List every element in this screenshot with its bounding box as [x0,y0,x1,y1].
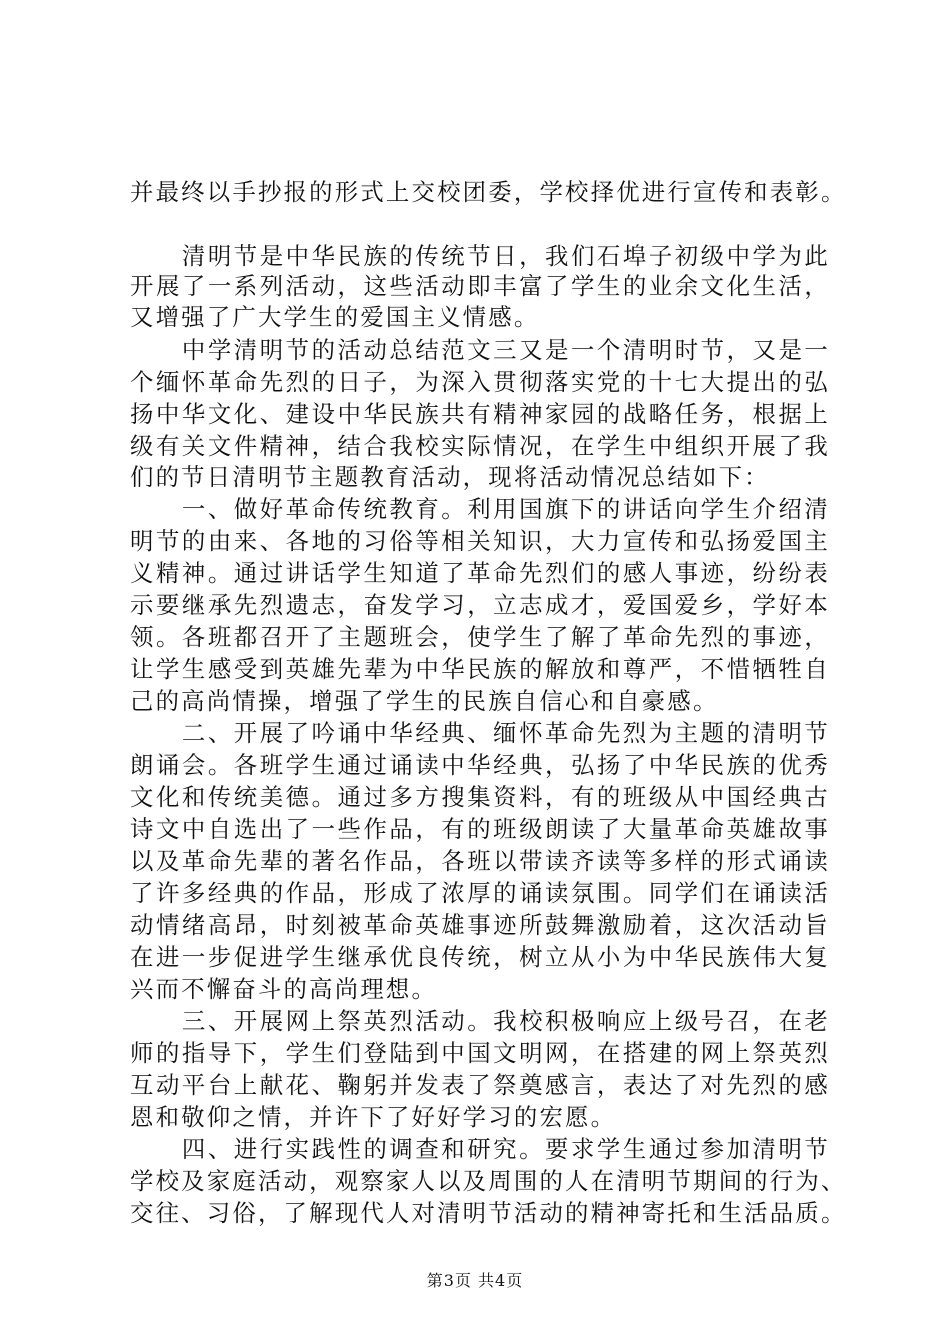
text-line: 又增强了广大学生的爱国主义情感。 [130,303,540,331]
text-line: 四、进行实践性的调查和研究。要求学生通过参加清明节 [130,1135,830,1163]
text-line: 朗诵会。各班学生通过诵读中华经典，弘扬了中华民族的优秀 [130,751,830,779]
text-line: 诗文中自选出了一些作品，有的班级朗读了大量革命英雄故事 [130,815,830,843]
text-line: 义精神。通过讲话学生知道了革命先烈们的感人事迹，纷纷表 [130,559,830,587]
text-line: 领。各班都召开了主题班会，使学生了解了革命先烈的事迹， [130,623,830,651]
text-line: 一、做好革命传统教育。利用国旗下的讲话向学生介绍清 [130,495,830,523]
text-line: 示要继承先烈遗志，奋发学习，立志成才，爱国爱乡，学好本 [130,591,830,619]
text-line: 让学生感受到英雄先辈为中华民族的解放和尊严，不惜牺牲自 [130,655,830,683]
text-line: 师的指导下，学生们登陆到中国文明网，在搭建的网上祭英烈 [130,1039,830,1067]
text-line: 交往、习俗，了解现代人对清明节活动的精神寄托和生活品质。 [130,1199,847,1227]
text-line: 中学清明节的活动总结范文三又是一个清明时节，又是一 [130,336,830,364]
text-line: 开展了一系列活动，这些活动即丰富了学生的业余文化生活， [130,272,830,300]
text-line: 级有关文件精神，结合我校实际情况，在学生中组织开展了我 [130,432,830,460]
text-line: 动情绪高昂，时刻被革命英雄事迹所鼓舞激励着，这次活动旨 [130,911,830,939]
text-line: 扬中华文化、建设中华民族共有精神家园的战略任务，根据上 [130,400,830,428]
text-line: 明节的由来、各地的习俗等相关知识，大力宣传和弘扬爱国主 [130,527,830,555]
page-number-footer: 第3页 共4页 [426,1271,524,1290]
text-line: 个缅怀革命先烈的日子，为深入贯彻落实党的十七大提出的弘 [130,368,830,396]
text-line: 三、开展网上祭英烈活动。我校积极响应上级号召，在老 [130,1007,830,1035]
text-line: 们的节日清明节主题教育活动，现将活动情况总结如下： [130,463,770,491]
text-line: 学校及家庭活动，观察家人以及周围的人在清明节期间的行为、 [130,1167,847,1195]
text-line: 恩和敬仰之情，并许下了好好学习的宏愿。 [130,1103,617,1131]
text-line: 在进一步促进学生继承优良传统，树立从小为中华民族伟大复 [130,943,830,971]
text-line: 清明节是中华民族的传统节日，我们石埠子初级中学为此 [130,242,830,270]
text-line: 己的高尚情操，增强了学生的民族自信心和自豪感。 [130,687,719,715]
text-line: 互动平台上献花、鞠躬并发表了祭奠感言，表达了对先烈的感 [130,1071,830,1099]
text-line: 了许多经典的作品，形成了浓厚的诵读氛围。同学们在诵读活 [130,879,830,907]
text-line: 文化和传统美德。通过多方搜集资料，有的班级从中国经典古 [130,783,830,811]
text-line: 以及革命先辈的著名作品，各班以带读齐读等多样的形式诵读 [130,847,830,875]
text-line: 并最终以手抄报的形式上交校团委，学校择优进行宣传和表彰。 [130,178,847,206]
text-line: 兴而不懈奋斗的高尚理想。 [130,975,438,1003]
text-line: 二、开展了吟诵中华经典、缅怀革命先烈为主题的清明节 [130,719,830,747]
